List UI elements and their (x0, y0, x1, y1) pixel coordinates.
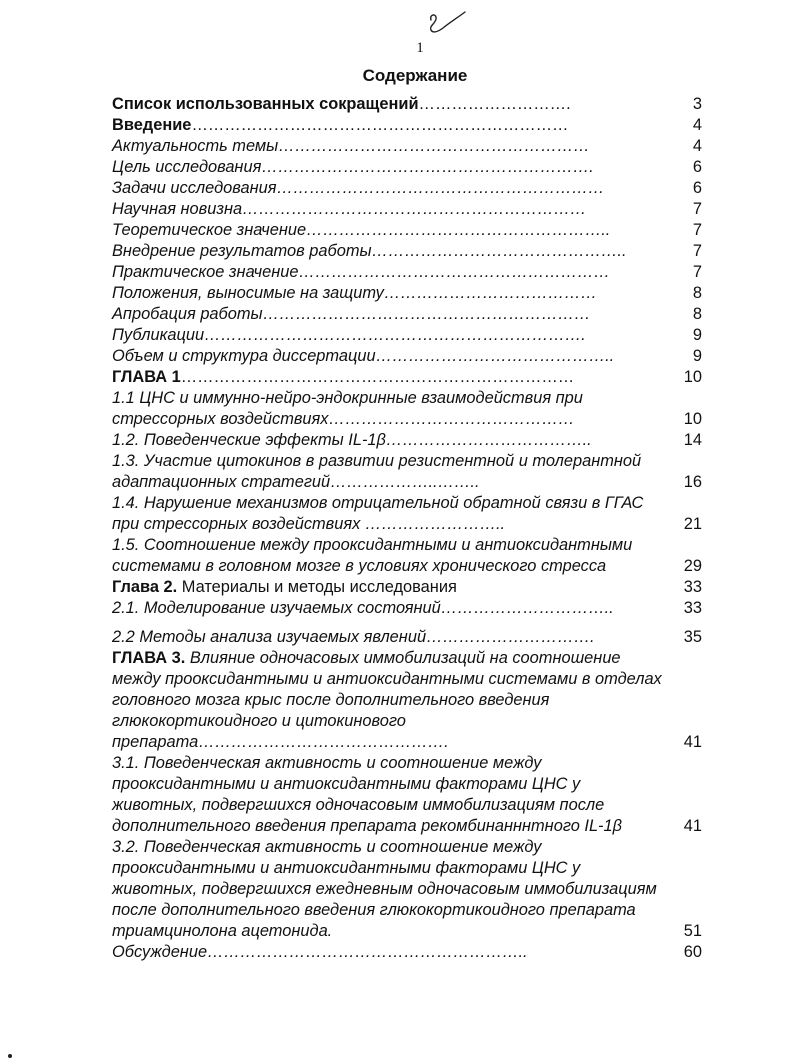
toc-entry-page: 21 (683, 515, 702, 533)
toc-entry-practical-value (112, 262, 706, 283)
toc-entry-relevance (112, 136, 706, 157)
toc-entry-page: 60 (683, 943, 702, 961)
toc-entry-implementation (112, 241, 706, 262)
toc-entry-defense-provisions (112, 283, 706, 304)
toc-entry-title-rest: Влияние одночасовых иммобилизаций на соотношение между прооксидантными и антиоксидантными системами в отделах головного мозга крыс после дополнительного введения глюкокортикоидного и цитокинового препарата (112, 649, 662, 751)
toc-entry-title: 1.1 ЦНС и иммунно-нейро-эндокринные взаимодействия при стрессорных воздействиях (112, 389, 583, 428)
toc-entry-page: 16 (683, 473, 702, 491)
toc-entry-title: 1.4. Нарушение механизмов отрицательной обратной связи в ГГАС при стрессорных воздействиях (112, 494, 644, 533)
toc-entry-title: Внедрение результатов работы (112, 242, 372, 260)
toc-entry-title: Актуальность темы (112, 137, 279, 155)
toc-entry-2-2 (112, 627, 706, 648)
toc-entry-leader: ………………………………………. (198, 733, 449, 751)
handwritten-signature (425, 10, 469, 38)
toc-entry-leader: ……………………………………… (328, 410, 575, 428)
toc-entry-title: Практическое значение (112, 263, 299, 281)
toc-entry-title: ГЛАВА 3. (112, 649, 186, 667)
toc-entry-leader: ……………………………………………………………. (204, 326, 586, 344)
toc-entry-title: Теоретическое значение (112, 221, 307, 239)
toc-entry-title: Глава 2. (112, 578, 178, 596)
toc-entry-page: 51 (683, 922, 702, 940)
toc-entry-page: 6 (692, 179, 702, 197)
toc-entry-page: 33 (683, 578, 702, 596)
toc-entry-leader: ………………………….. (440, 599, 614, 617)
toc-entry-title: 2.2 Методы анализа изучаемых явлений (112, 628, 427, 646)
toc-entry-title: Введение (112, 116, 192, 134)
toc-entry-3-2 (112, 837, 706, 942)
toc-entry-title: Цель исследования (112, 158, 262, 176)
toc-entry-leader: …………………….. (360, 515, 506, 533)
toc-entry-3-1 (112, 753, 706, 837)
toc-entry-title: Список использованных сокращений (112, 95, 419, 113)
toc-entry-leader: ………………………………………………… (298, 263, 610, 281)
toc-entry-page: 7 (692, 242, 702, 260)
toc-entry-chapter-3 (112, 648, 706, 753)
toc-entry-1-2 (112, 430, 706, 451)
toc-entry-title: Научная новизна (112, 200, 243, 218)
toc-entry-chapter-1 (112, 367, 706, 388)
toc-entry-approbation (112, 304, 706, 325)
toc-entry-page: 7 (692, 221, 702, 239)
toc-entry-1-3 (112, 451, 706, 493)
scan-speck (8, 1054, 12, 1058)
toc-entry-title: 3.1. Поведенческая активность и соотношение между прооксидантными и антиоксидантными факторами ЦНС у животных, подвергшихся одночасовым иммобилизациям после дополнительного введения препарата рекомбинанннтного IL-1β (112, 754, 622, 835)
toc-entry-title: ГЛАВА 1 (112, 368, 181, 386)
toc-entry-leader: ……………………………………….. (371, 242, 627, 260)
toc-entry-chapter-2 (112, 577, 706, 598)
toc-entry-leader: ………………………………… (383, 284, 597, 302)
toc-entry-goal (112, 157, 706, 178)
toc-entry-leader: ……………………………………………………………… (180, 368, 575, 386)
toc-entry-title: 2.1. Моделирование изучаемых состояний (112, 599, 441, 617)
toc-entry-theoretical-value (112, 220, 706, 241)
toc-entry-title-rest: Материалы и методы исследования (177, 578, 457, 596)
toc-entry-page: 14 (683, 431, 702, 449)
toc-entry-discussion (112, 942, 706, 963)
toc-entry-page: 4 (692, 116, 702, 134)
toc-entry-leader: ………………………. (418, 95, 571, 113)
toc-entry-leader: …………………………………………………… (276, 179, 605, 197)
toc-entry-title: Публикации (112, 326, 205, 344)
toc-entry-page: 8 (692, 305, 702, 323)
toc-entry-introduction (112, 115, 706, 136)
toc-entry-leader: ……………………………………………….. (306, 221, 611, 239)
toc-entry-leader: ………………………………………………… (278, 137, 590, 155)
toc-entry-novelty (112, 199, 706, 220)
toc-entry-page: 10 (683, 410, 702, 428)
toc-entry-leader: …………………………………….. (375, 347, 615, 365)
toc-entry-page: 7 (692, 200, 702, 218)
toc-entry-page: 4 (692, 137, 702, 155)
toc-entry-title: Апробация работы (112, 305, 263, 323)
toc-entry-title: 3.2. Поведенческая активность и соотношение между прооксидантными и антиоксидантными факторами ЦНС у животных, подвергшихся ежедневным одночасовым иммобилизациям после дополнительного введения глюкокортикоидного препарата триамцинолона ацетонида. (112, 838, 657, 940)
toc-entry-page: 6 (692, 158, 702, 176)
toc-entry-page: 29 (683, 557, 702, 575)
toc-entry-title: 1.2. Поведенческие эффекты IL-1β (112, 431, 386, 449)
toc-entry-leader: ……………………………….. (385, 431, 592, 449)
page-number: 1 (416, 40, 424, 56)
toc-entry-leader: ………………………………………………….. (207, 943, 528, 961)
toc-entry-leader: ………………..…….. (330, 473, 480, 491)
toc-entry-title: Обсуждение (112, 943, 208, 961)
toc-entry-page: 9 (692, 347, 702, 365)
page-title: Содержание (362, 66, 468, 85)
toc-entry-title: Положения, выносимые на защиту (112, 284, 384, 302)
toc-entry-page: 33 (683, 599, 702, 617)
toc-entry-title: 1.5. Соотношение между прооксидантными и антиоксидантными системами в головном мозге в условиях хронического стресса (112, 536, 633, 575)
toc-entry-page: 35 (683, 628, 702, 646)
toc-entry-leader: …………………………. (426, 628, 595, 646)
toc-entry-leader: ……………………………………………………… (242, 200, 587, 218)
toc-entry-abbreviations (112, 94, 706, 115)
toc-entry-2-1 (112, 598, 706, 619)
toc-entry-publications (112, 325, 706, 346)
toc-entry-1-1 (112, 388, 706, 430)
toc-entry-leader: ……………………………………………………. (261, 158, 594, 176)
toc-entry-title: Задачи исследования (112, 179, 277, 197)
toc-entry-1-5 (112, 535, 706, 577)
toc-entry-title: Объем и структура диссертации (112, 347, 376, 365)
toc-entry-leader: …………………………………………………………… (191, 116, 569, 134)
toc-entry-page: 41 (683, 817, 702, 835)
toc-entry-1-4 (112, 493, 706, 535)
toc-entry-leader: …………………………………………………… (262, 305, 591, 323)
toc-entry-page: 3 (692, 95, 702, 113)
toc-entry-page: 41 (683, 733, 702, 751)
toc-entry-tasks (112, 178, 706, 199)
toc-entry-page: 8 (692, 284, 702, 302)
table-of-contents (112, 94, 706, 963)
toc-entry-page: 9 (692, 326, 702, 344)
toc-entry-page: 10 (683, 368, 702, 386)
toc-entry-structure (112, 346, 706, 367)
toc-entry-title: 1.3. Участие цитокинов в развитии резистентной и толерантной адаптационных стратегий (112, 452, 642, 491)
toc-entry-page: 7 (692, 263, 702, 281)
